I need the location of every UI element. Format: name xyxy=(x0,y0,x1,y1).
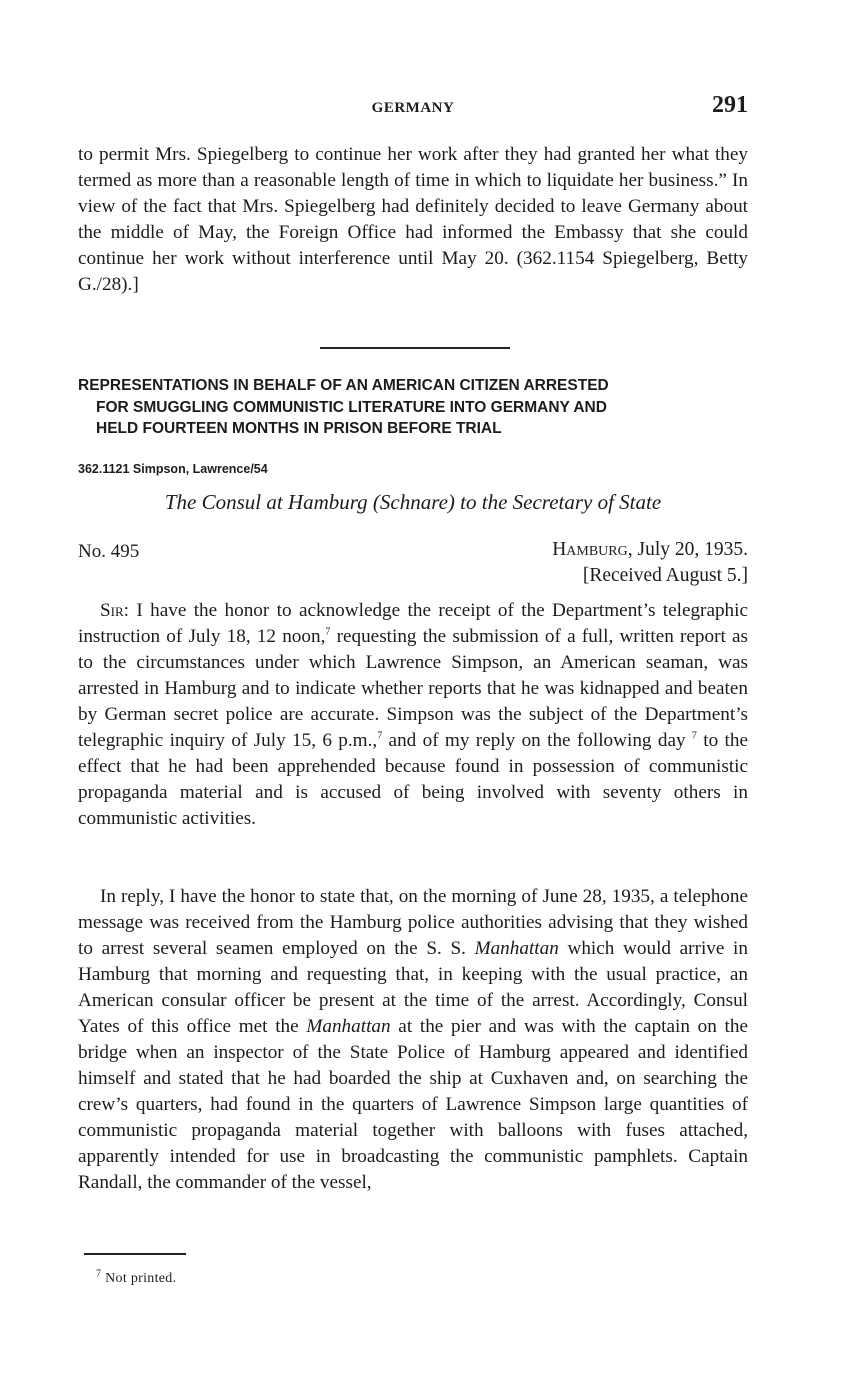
section-divider xyxy=(320,347,510,349)
letter-paragraph-2 xyxy=(78,884,748,1196)
letter-paragraph-1 xyxy=(78,598,748,832)
ship-name: Manhattan xyxy=(474,938,559,959)
heading-line-1: REPRESENTATIONS IN BEHALF OF AN AMERICAN CITIZEN ARRESTED xyxy=(78,377,609,394)
paragraph-1-part-d: to the effect that he had been apprehended because found in possession of communistic propaganda material and is accused of being involved with seventy others in communistic activities. xyxy=(78,730,748,829)
section-heading xyxy=(78,375,768,440)
dateline-place: Hamburg, xyxy=(552,539,633,560)
running-head xyxy=(78,92,748,126)
footnote-ref: 7 xyxy=(325,626,331,638)
paragraph-1-part-b: requesting the submission of a full, written report as to the circumstances under which Lawrence Simpson, an American seaman, was arrested in Hamburg and to indicate whether reports that he was kidnapped and beaten by German secret police are accurate. Simpson was the subject of the Department’s telegraphic inquiry of July 15, 6 p.m., xyxy=(78,626,748,751)
received-note: [Received August 5.] xyxy=(582,565,748,586)
paragraph-1-part-c: and of my reply on the following day xyxy=(382,730,692,751)
footnote xyxy=(96,1268,177,1287)
continuation-paragraph: to permit Mrs. Spiegelberg to continue her work after they had granted her what they termed as more than a reasonable length of time in which to liquidate her business.” In view of the fact that Mrs. Spiegelberg had definitely decided to leave Germany about the middle of May, the Foreign Office had informed the Embassy that she could continue her work without interference until May 20. (362.1154 Spiegelberg, Betty G./28).] xyxy=(78,144,748,295)
document-title: The Consul at Hamburg (Schnare) to the Secretary of State xyxy=(164,490,662,514)
salutation: Sir: xyxy=(100,600,130,621)
paragraph-2-part-a: In reply, I have the honor to state that, on the morning of June 28, 1935, a telephone message was received from the Hamburg police authorities advising that they wished to arrest several seamen employed on the S. S. xyxy=(78,886,748,959)
footnote-ref: 7 xyxy=(377,730,383,742)
ship-name: Manhattan xyxy=(306,1016,391,1037)
heading-line-3: HELD FOURTEEN MONTHS IN PRISON BEFORE TRIAL xyxy=(96,420,502,437)
footnote-text: Not printed. xyxy=(105,1271,177,1286)
paragraph-2-part-c: at the pier and was with the captain on the bridge when an inspector of the State Police of Hamburg appeared and identified himself and stated that he had boarded the ship at Cuxhaven and, on searching the crew’s quarters, had found in the quarters of Lawrence Simpson large quantities of communistic propaganda material together with balloons with fuses attached, apparently intended for use in broadcasting the communistic pamphlets. Captain Randall, the commander of the vessel, xyxy=(78,1016,748,1193)
footnote-ref: 7 xyxy=(691,730,697,742)
dateline xyxy=(552,539,748,561)
heading-line-2: FOR SMUGGLING COMMUNISTIC LITERATURE INTO GERMANY AND xyxy=(96,398,607,416)
paragraph-1-part-a: I have the honor to acknowledge the receipt of the Department’s telegraphic instruction of July 18, 12 noon, xyxy=(78,600,749,647)
dateline-date: July 20, 1935. xyxy=(637,539,748,560)
file-reference: 362.1121 Simpson, Lawrence/54 xyxy=(78,462,268,476)
footnote-divider xyxy=(84,1253,186,1255)
document-number: No. 495 xyxy=(78,541,140,562)
paragraph-2-part-b: which would arrive in Hamburg that morning and requesting that, in keeping with the usual practice, an American consular officer be present at the time of the arrest. Accordingly, Consul Yates of this office met the xyxy=(78,938,748,1037)
page-number: 291 xyxy=(712,92,748,118)
running-title: GERMANY xyxy=(371,100,455,116)
footnote-marker: 7 xyxy=(96,1268,102,1280)
